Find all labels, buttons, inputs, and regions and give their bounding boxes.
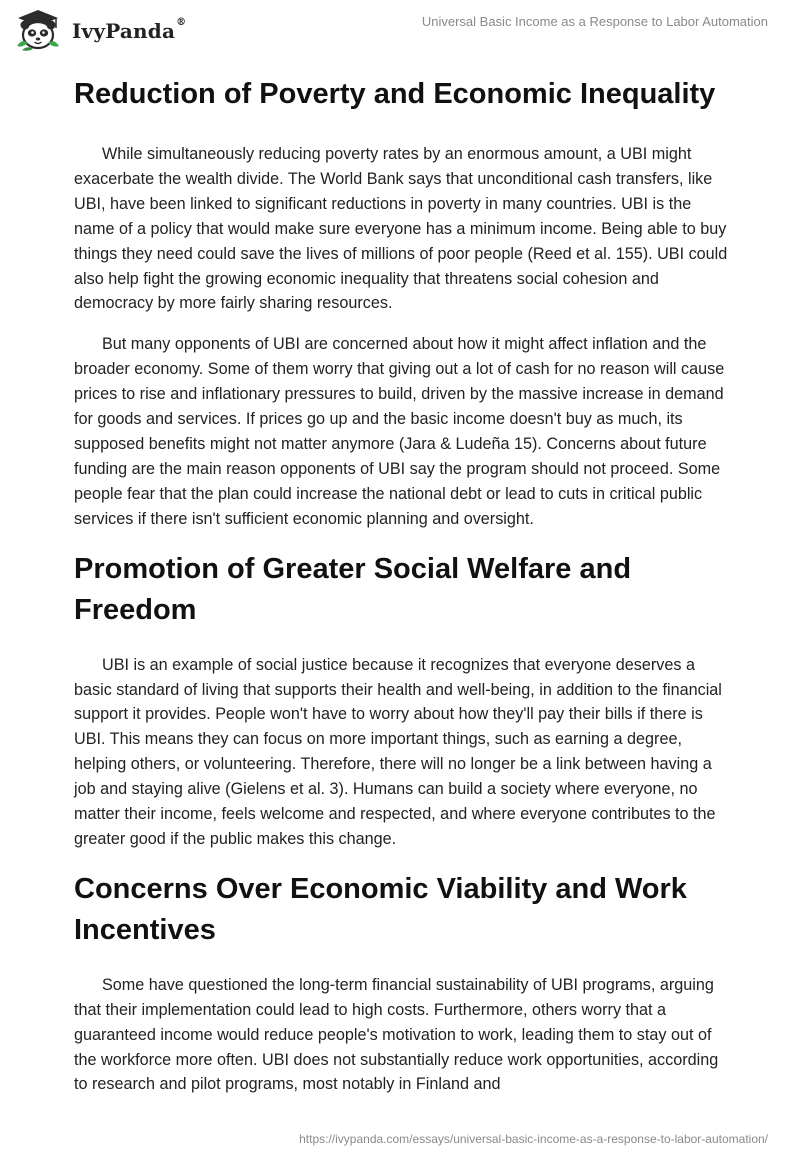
paragraph: But many opponents of UBI are concerned about how it might affect inflation and the broader economy. Some of them worry that giving out a lot of cash for no reason will cause prices to rise and inflationary pressures to build, driven by the massive increase in demand for goods and services. If prices go up and the basic income doesn't buy as much, its supposed benefits might not matter anymore (Jara & Ludeña 15). Concerns about future funding are the main reason opponents of UBI say the program should not proceed. Some people fear that the plan could increase the national debt or lead to cuts in critical public services if there isn't sufficient economic planning and oversight. [74, 335, 725, 528]
brand-label: IvyPanda [72, 19, 176, 43]
ivypanda-logo[interactable] [14, 8, 186, 52]
registered-mark: ® [176, 17, 187, 28]
document-title: Universal Basic Income as a Response to Labor Automation [421, 14, 768, 29]
paragraph: UBI is an example of social justice because it recognizes that everyone deserves a basic standard of living that supports their health and well-being, in addition to the financial support it provides. People won't have to worry about how they'll pay their bills if there is UBI. This means they can focus on more important things, such as earning a degree, helping others, or volunteering. Therefore, there will no longer be a link between having a job and staying alive (Gielens et al. 3). Humans can build a society where everyone, no matter their income, feels welcome and respected, and where everyone contributes to the greater good if the public makes this change. [74, 655, 722, 848]
section-heading: Promotion of Greater Social Welfare and Freedom [74, 552, 632, 626]
article-body [74, 74, 734, 1097]
paragraph: Some have questioned the long-term financial sustainability of UBI programs, arguing that their implementation could lead to high costs. Furthermore, others worry that a guaranteed income would reduce people's motivation to work, leading them to stay out of the workforce more often. UBI does not substantially reduce work opportunities, according to research and pilot programs, most notably in Finland and [74, 975, 719, 1094]
paragraph: While simultaneously reducing poverty rates by an enormous amount, a UBI might exacerbate the wealth divide. The World Bank says that unconditional cash transfers, like UBI, have been linked to significant reductions in poverty in many countries. UBI is the name of a policy that would make sure everyone has a minimum income. Being able to buy things they need could save the lives of millions of poor people (Reed et al. 155). UBI could also help fight the growing economic inequality that threatens social cohesion and democracy by more fairly sharing resources. [74, 145, 728, 313]
page-header [0, 0, 800, 60]
section-heading: Concerns Over Economic Viability and Work Incentives [74, 872, 687, 946]
panda-graduate-icon [14, 8, 66, 52]
source-url[interactable]: https://ivypanda.com/essays/universal-basic-income-as-a-response-to-labor-automation/ [299, 1132, 768, 1146]
section-heading: Reduction of Poverty and Economic Inequality [74, 78, 716, 110]
brand-name [72, 19, 186, 43]
